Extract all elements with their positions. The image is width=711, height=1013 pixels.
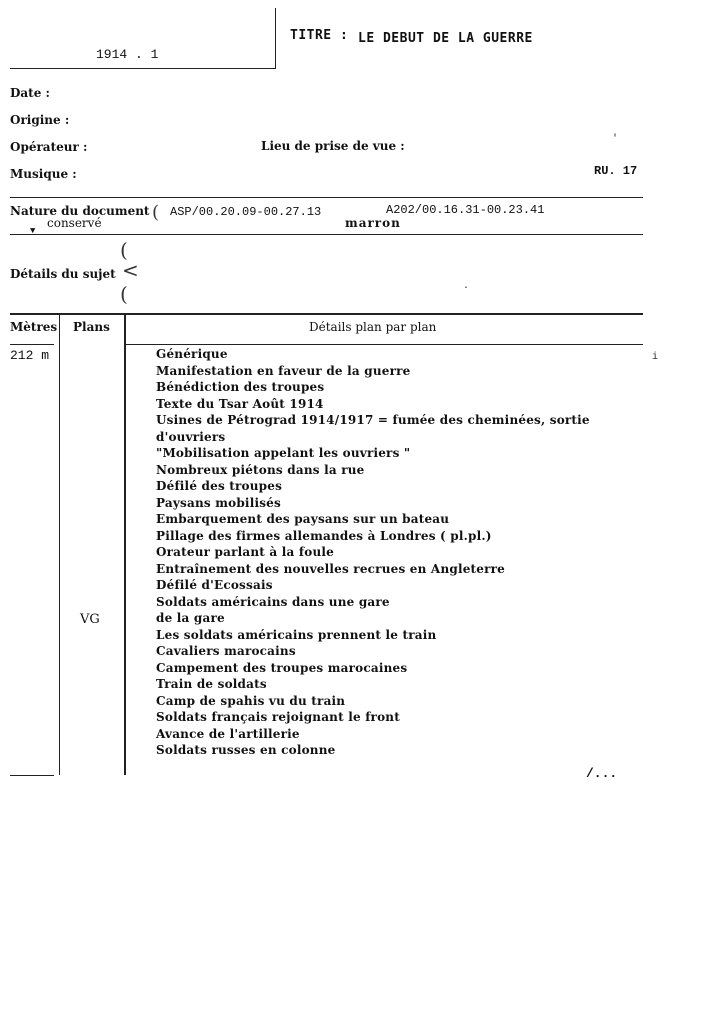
ink-dot: ·: [463, 283, 470, 294]
column-divider-2: [124, 315, 126, 775]
details-list: [156, 346, 590, 759]
detail-row: Nombreux piétons dans la rue: [156, 462, 365, 477]
ink-speck: ': [612, 134, 619, 145]
column-header-plans: Plans: [73, 320, 110, 334]
header-underline-details: [126, 344, 643, 345]
detail-row: Bénédiction des troupes: [156, 380, 325, 394]
detail-row: Usines de Pétrograd 1914/1917 = fumée des cheminées, sortie: [156, 413, 590, 427]
table-bottom-metres: [10, 775, 54, 776]
nature-bottom-line: [10, 234, 643, 235]
detail-row: "Mobilisation appelant les ouvriers ": [156, 446, 411, 460]
detail-row: Défilé des troupes: [156, 479, 283, 493]
column-divider-1: [59, 315, 60, 775]
detail-row: Embarquement des paysans sur un bateau: [156, 512, 450, 526]
detail-row: Camp de spahis vu du train: [156, 693, 346, 708]
ru-code: RU. 17: [594, 164, 638, 178]
detail-row: d'ouvriers: [156, 429, 226, 444]
nature-bracket: (: [152, 202, 160, 223]
detail-row: Générique: [156, 347, 228, 361]
detail-row: Défilé d'Ecossais: [156, 578, 273, 592]
nature-label-line2: conservé: [47, 216, 102, 230]
detail-row: Manifestation en faveur de la guerre: [156, 363, 411, 378]
detail-row: Soldats russes en colonne: [156, 743, 336, 757]
detail-row: Texte du Tsar Août 1914: [156, 396, 324, 411]
sujet-label: Détails du sujet: [10, 267, 116, 281]
header-divider-vertical: [275, 8, 276, 68]
nature-ref2: A202/00.16.31-00.23.41: [386, 203, 545, 217]
detail-row: Soldats américains dans une gare: [156, 594, 390, 609]
nature-ref1: ASP/00.20.09-00.27.13: [170, 205, 322, 219]
detail-row: Train de soldats: [156, 677, 267, 691]
detail-row: Orateur parlant à la foule: [156, 545, 334, 559]
detail-row: Cavaliers marocains: [156, 644, 296, 658]
detail-row: Les soldats américains prennent le train: [156, 627, 437, 642]
title-value: LE DEBUT DE LA GUERRE: [358, 31, 533, 46]
nature-color: marron: [345, 216, 401, 230]
date-label: Date :: [10, 86, 50, 100]
column-header-metres: Mètres: [10, 320, 58, 334]
table-top-line: [10, 313, 643, 315]
sujet-bracket-bottom: (: [120, 282, 128, 306]
margin-speck: i: [652, 352, 659, 363]
detail-row: Avance de l'artillerie: [156, 726, 300, 741]
nature-arrow-mark: ▼: [30, 226, 36, 236]
musique-label: Musique :: [10, 167, 77, 181]
header-underline-metres: [10, 344, 54, 345]
nature-label-line1: Nature du document: [10, 204, 150, 218]
detail-row: Soldats français rejoignant le front: [156, 710, 400, 724]
detail-row: Pillage des firmes allemandes à Londres ( pl.pl.): [156, 528, 492, 543]
lieu-prise-de-vue-label: Lieu de prise de vue :: [261, 139, 405, 153]
sujet-bracket-top: (: [120, 238, 128, 262]
header-bottom-line: [10, 68, 276, 69]
sujet-bracket-mid: <: [122, 258, 139, 282]
plans-value: VG: [80, 612, 100, 627]
column-header-details: Détails plan par plan: [309, 320, 437, 334]
detail-row: de la gare: [156, 611, 225, 625]
operateur-label: Opérateur :: [10, 140, 88, 154]
nature-top-line: [10, 197, 643, 198]
metres-value: 212 m: [10, 348, 50, 363]
detail-row: Paysans mobilisés: [156, 495, 281, 510]
detail-row: Campement des troupes marocaines: [156, 660, 408, 675]
origine-label: Origine :: [10, 113, 70, 127]
continuation-mark: /...: [586, 766, 618, 781]
detail-row: Entraînement des nouvelles recrues en Angleterre: [156, 561, 506, 576]
reference-number: 1914 . 1: [96, 47, 159, 62]
title-label: TITRE :: [290, 28, 349, 43]
